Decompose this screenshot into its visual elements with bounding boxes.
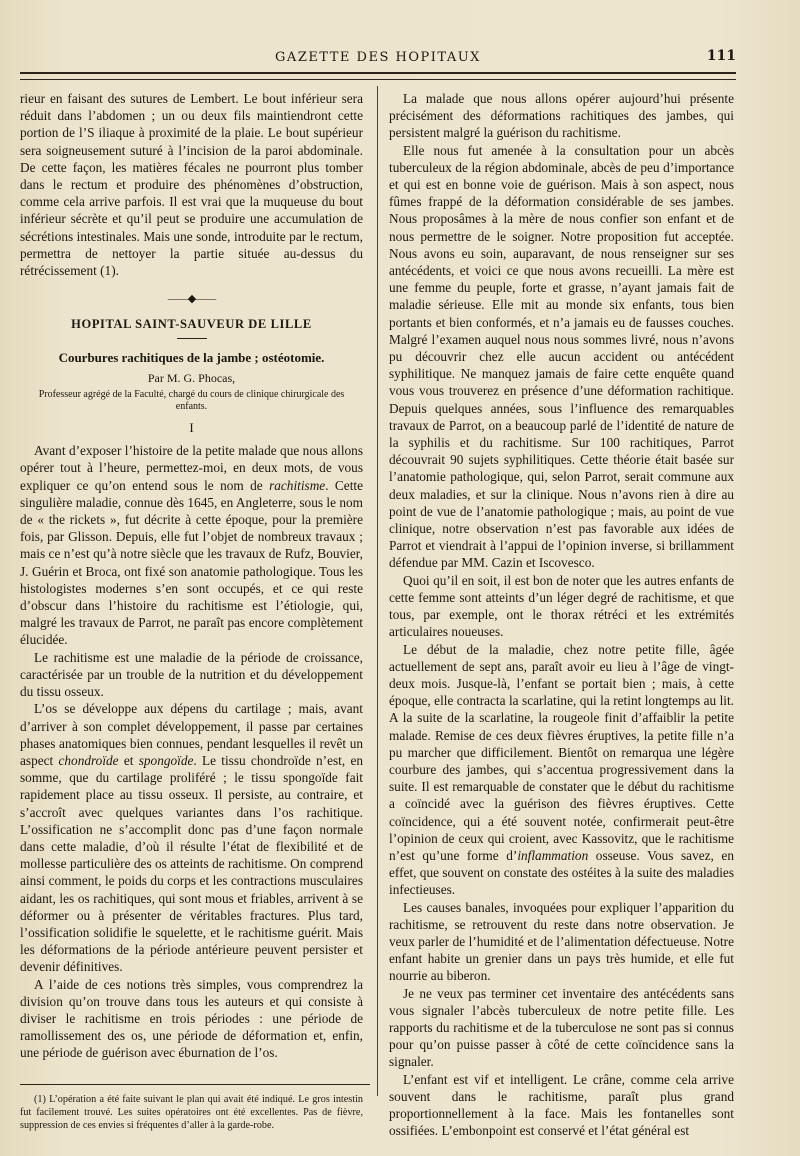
section-number: I (189, 420, 194, 436)
text-run: Avant d’exposer l’histoire de la petite malade que nous allons opérer tout à l’heure, permettez-moi, en deux mots, de vous expliquer ce qu’on entend sous le nom de (20, 443, 363, 493)
paragraph (20, 700, 363, 975)
author-affiliation: Professeur agrégé de la Faculté, chargé du cours de clinique chirurgicale des enfants. (38, 389, 345, 413)
paragraph: rieur en faisant des sutures de Lembert. Le bout inférieur sera réduit dans l’abdomen ; un ou deux fils maintiendront cette portion de l’S iliaque à proximité de la plaie. Le bout supérieur sera soigneusement suturé à l’incision de la paroi abdominale. De cette façon, les matières fécales ne pourront plus tomber dans le rectum et produire des phénomènes d’obstruction, comme cela arrive parfois. Il est vrai que la muqueuse du bout inférieur sécrète et qu’il peut se produire une accumulation de sécrétions intestinales. Mais une sonde, introduite par le rectum, permettra de nettoyer la partie située au-dessus du rétrécissement (1). (20, 91, 363, 279)
running-header (20, 48, 736, 70)
hospital-heading: HOPITAL SAINT-SAUVEUR DE LILLE (71, 317, 312, 332)
footnote-rule (20, 1084, 370, 1085)
italic-term: spongoïde (138, 752, 194, 768)
column-divider (377, 86, 378, 1096)
text-run: Le début de la maladie, chez notre petite fille, âgée actuellement de sept ans, paraît avoir eu lieu à l’âge de vingt-deux mois. Jusque-là, l’enfant se portait bien ; mais, à cette époque, elle contracta la scarlatine, qui la retint longtemps au lit. A la suite de la scarlatine, la rougeole finit d’affaiblir la petite malade. Remise de ces deux fièvres éruptives, la petite fille n’a pu marcher que difficilement. Bientôt on remarqua une légère courbure des jambes, qui s’accentua progressivement dans la suite. Il est remarquable de constater que le début du rachitisme a coïncidé avec la guérison des fièvres éruptives. Cette coïncidence, qui a été souvent notée, confirmerait peut-être l’opinion de ceux qui croient, avec Kassovitz, que le rachitisme n’est qu’une forme d’ (389, 641, 734, 863)
section-ornament: ——◆—— (167, 293, 216, 306)
page-number: 111 (706, 48, 736, 64)
text-run: et (118, 752, 139, 768)
paragraph: La malade que nous allons opérer aujourd’hui présente précisément des déformations rachitiques des jambes, qui persistent malgré la guérison du rachitisme. (389, 91, 734, 141)
right-column (389, 90, 734, 1139)
paragraph: Elle nous fut amenée à la consultation pour un abcès tuberculeux de la région abdominale, abcès de peu d’importance et qui est en bonne voie de guérison. Mais à son aspect, nous fûmes frappé de la déformation considérable de ses jambes. Nous proposâmes à la mère de nous confier son enfant et de nous permettre de le soigner. Notre proposition fut acceptée. Nous avons eu soin, auparavant, de nous renseigner sur ses antécédents, et voici ce que nous avons recueilli. La mère est une femme du peuple, forte et grasse, n’ayant jamais fait de maladie sérieuse. Elle mit au monde six enfants, tous bien portants et bien conformés, et n’a jamais eu de fausses couches. Malgré l’examen auquel nous nous sommes livré, nous n’avons pu découvrir chez elle aucun accident ou antécédent syphilitique. Ne manquez jamais de faire cette enquête quand vous vous trouverez en présence d’une déformation rachitique. Depuis quelques années, sous l’influence des remarquables travaux de Parrot, on a beaucoup parlé de l’identité de nature de la syphilis et du rachitisme. Sur 100 rachitiques, Parrot découvrait 90 sujets syphilitiques. Cette théorie était basée sur l’anatomie pathologique, qui, selon Parrot, serait commune aux deux maladies, et sur la clinique. Nous n’avons rien à dire au point de vue de l’anatomie pathologique ; mais, au point de vue clinique, notre observation n’est pas favorable aux idées de Parrot et viendrait à l’appui de l’opinion inverse, si brillamment défendue par MM. Cazin et Iscovesco. (389, 142, 734, 571)
journal-title: GAZETTE DES HOPITAUX (275, 50, 481, 65)
text-run: . Cette singulière maladie, connue dès 1645, en Angleterre, sous le nom de « the rickets », fut décrite à cette époque, pour la première fois, par Glisson. Depuis, elle fut l’objet de nombreux travaux ; mais ce n’est qu’à notre siècle que les travaux de Rufz, Bouvier, J. Guérin et Broca, ont fixé son anatomie pathologique. Tous les histologistes modernes s’en sont occupés, et ce qui reste d’obscur dans l’histoire du rachitisme est l’étiologie, qui, malgré les travaux de Parrot, ne paraît pas encore complètement élucidée. (20, 477, 363, 648)
article-title: Courbures rachitiques de la jambe ; ostéotomie. (58, 349, 325, 365)
paragraph: Je ne veux pas terminer cet inventaire des antécédents sans vous signaler l’abcès tuberculeux de notre petite fille. Les rapports du rachitisme et de la tuberculose ne sont pas si connus pour qu’on puisse passer à côté de cette coïncidence sans la signaler. (389, 985, 734, 1070)
text-run: . Le tissu chondroïde n’est, en somme, que du cartilage proliféré ; le tissu spongoïde fait rapidement place au tissu osseux. Il persiste, au contraire, et s’accroît avec quelques variantes dans l’os rachitique. L’ossification ne s’accomplit donc pas d’une façon normale dans cette maladie, d’où il résulte l’état de flexibilité et de mollesse particulière des os atteints de rachitisme. On comprend ainsi comment, le poids du corps et les contractions musculaires aidant, les os rachitiques, qui sont mous et friables, arrivent à se déformer ou à présenter de véritables fractures. Plus tard, l’ossification solidifie le squelette, et le rachitisme guérit. Mais les déformations de la période antérieure peuvent persister et devenir définitives. (20, 752, 363, 975)
paragraph: Les causes banales, invoquées pour expliquer l’apparition du rachitisme, se retrouvent du reste dans notre observation. Je veux parler de l’humidité et de l’alimentation défectueuse. Notre enfant habite un grenier dans un pays très humide, et elle fut nourrie au biberon. (389, 899, 734, 984)
paragraph: A l’aide de ces notions très simples, vous comprendrez la division qu’on trouve dans tous les auteurs et qui consiste à diviser le rachitisme en trois périodes : une période de ramollissement des os, une période de déformation et, enfin, une période de guérison avec éburnation de l’os. (20, 976, 363, 1061)
text-run: L’os se développe aux dépens du cartilage ; mais, avant d’arriver à son complet développement, il passe par certaines phases anatomiques bien connues, pendant lesquelles il revêt un aspect (20, 701, 363, 768)
heading-rule (177, 338, 207, 339)
paragraph (389, 641, 734, 899)
left-column (20, 90, 363, 1132)
italic-term: chondroïde (58, 752, 119, 768)
paragraph (20, 442, 363, 648)
article-author: Par M. G. Phocas, (147, 370, 236, 385)
italic-term: rachitisme (269, 477, 326, 493)
header-double-rule (20, 72, 736, 80)
paragraph: L’enfant est vif et intelligent. Le crâne, comme cela arrive souvent dans le rachitisme, paraît plus grand proportionnellement à la face. Mais les fontanelles sont ossifiées. L’embonpoint est conservé et l’état général est (389, 1071, 734, 1139)
italic-term: inflammation (517, 847, 589, 863)
footnote: (1) L’opération a été faite suivant le plan qui avait été indiqué. Le gros intestin fut facilement trouvé. Les suites opératoires ont été excellentes. Pas de fièvre, suppression de ces envies si fréquentes d’aller à la garde-robe. (20, 1093, 363, 1131)
paragraph: Quoi qu’il en soit, il est bon de noter que les autres enfants de cette femme sont atteints d’un léger degré de rachitisme, et que tous, par exemple, ont le thorax rétréci et les extrémités articulaires noueuses. (389, 572, 734, 640)
text-run: osseuse. Vous savez, en effet, que souvent on constate des ostéites à la suite des maladies infectieuses. (389, 847, 734, 898)
paragraph: Le rachitisme est une maladie de la période de croissance, caractérisée par un trouble de la nutrition et du développement du tissu osseux. (20, 649, 363, 700)
